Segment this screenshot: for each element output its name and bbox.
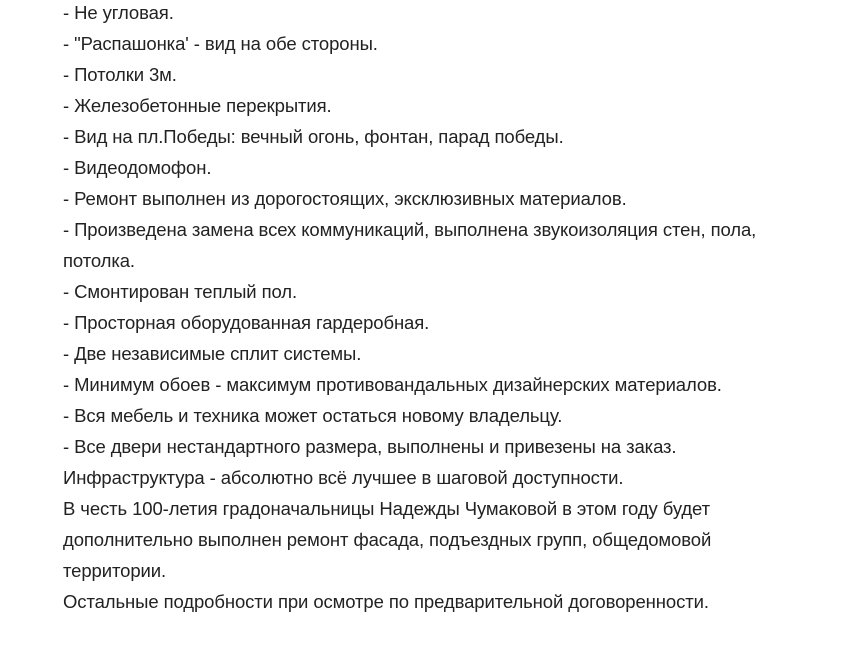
feature-split-systems: - Две независимые сплит системы.: [63, 343, 362, 364]
feature-not-corner: - Не угловая.: [63, 2, 174, 23]
viewing-details-note: Остальные подробности при осмотре по предварительной договоренности.: [63, 591, 709, 612]
feature-walk-in-closet: - Просторная оборудованная гардеробная.: [63, 312, 430, 333]
feature-two-sided-view: - "Распашонка' - вид на обе стороны.: [63, 33, 378, 54]
feature-heated-floor: - Смонтирован теплый пол.: [63, 281, 298, 302]
facade-renovation-note-end: территории.: [63, 560, 167, 581]
feature-ceilings: - Потолки 3м.: [63, 64, 177, 85]
feature-utilities-replaced: - Произведена замена всех коммуникаций, выполнена звукоизоляция стен, пола,: [63, 219, 757, 240]
infrastructure-note: Инфраструктура - абсолютно всё лучшее в шаговой доступности.: [63, 467, 624, 488]
feature-victory-square-view: - Вид на пл.Победы: вечный огонь, фонтан, парад победы.: [63, 126, 564, 147]
feature-designer-materials: - Минимум обоев - максимум противовандальных дизайнерских материалов.: [63, 374, 722, 395]
feature-furniture-included: - Вся мебель и техника может остаться новому владельцу.: [63, 405, 563, 426]
feature-premium-renovation: - Ремонт выполнен из дорогостоящих, эксклюзивных материалов.: [63, 188, 627, 209]
listing-description: [63, 0, 833, 617]
facade-renovation-note-continued: дополнительно выполнен ремонт фасада, подъездных групп, общедомовой: [63, 529, 712, 550]
feature-video-intercom: - Видеодомофон.: [63, 157, 212, 178]
feature-utilities-replaced-continued: потолка.: [63, 250, 135, 271]
facade-renovation-note: В честь 100-летия градоначальницы Надежды Чумаковой в этом году будет: [63, 498, 710, 519]
feature-custom-doors: - Все двери нестандартного размера, выполнены и привезены на заказ.: [63, 436, 677, 457]
feature-concrete-floors: - Железобетонные перекрытия.: [63, 95, 332, 116]
